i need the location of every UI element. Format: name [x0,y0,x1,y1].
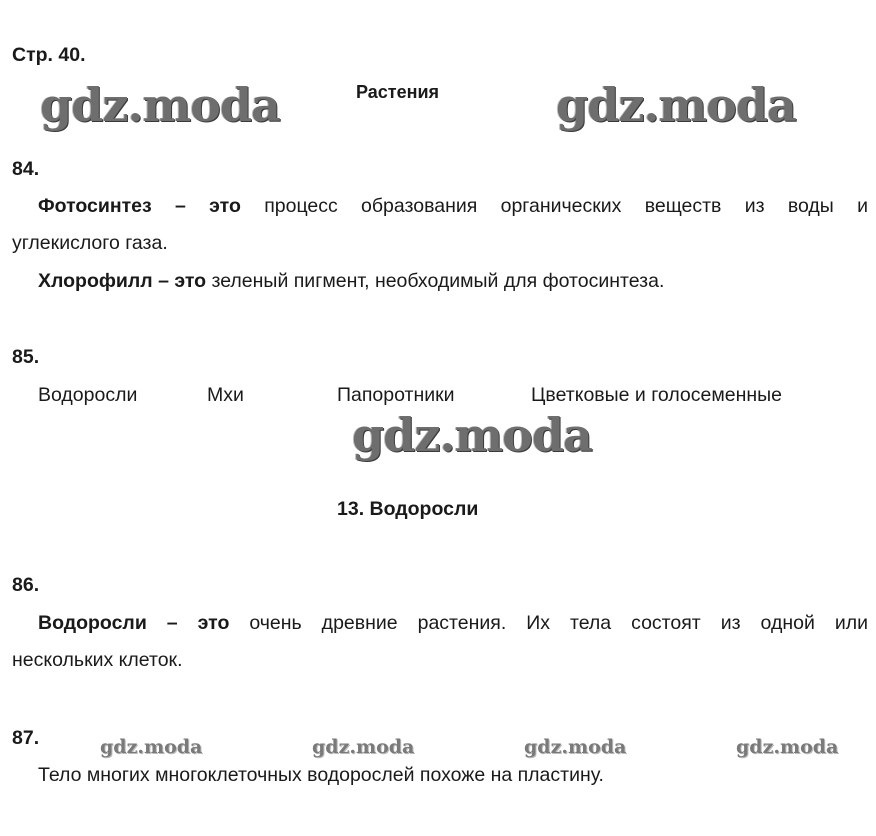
term-chlorophyll: Хлорофилл – это [38,270,207,292]
task-number-87: 87. [12,727,40,749]
task-number-85: 85. [12,346,40,368]
definition-text: процесс образования органических веществ из воды и [240,195,868,217]
task-number-86: 86. [12,574,40,596]
definition-text: очень древние растения. Их тела состоят из одной или [229,612,868,634]
definition-photosynthesis [12,188,868,262]
watermark-logo: gdz.moda [40,78,280,132]
watermark-logo: gdz.moda [556,78,796,132]
watermark-logo: gdz.moda [736,736,839,758]
plant-group-ferns: Папоротники [337,384,455,406]
term-photosynthesis: Фотосинтез – это [38,195,241,217]
definition-algae [12,605,868,679]
definition-chlorophyll [38,270,664,293]
watermark-logo: gdz.moda [100,736,203,758]
definition-text: зеленый пигмент, необходимый для фотосинтеза. [206,270,665,292]
page-number: Стр. 40. [12,44,86,66]
chapter-title: 13. Водоросли [337,498,479,520]
watermark-logo: gdz.moda [524,736,627,758]
section-title: Растения [356,82,440,102]
definition-text-continued: углекислого газа. [12,232,168,254]
term-algae: Водоросли – это [38,612,230,634]
plant-group-seed-plants: Цветковые и голосеменные [531,384,783,406]
definition-text-continued: нескольких клеток. [12,649,183,671]
plant-group-mosses: Мхи [207,384,244,406]
plant-group-algae: Водоросли [38,384,138,406]
task-number-84: 84. [12,158,40,180]
answer-text-87: Тело многих многоклеточных водорослей похоже на пластину. [38,764,604,786]
watermark-logo: gdz.moda [352,408,592,462]
watermark-logo: gdz.moda [312,736,415,758]
